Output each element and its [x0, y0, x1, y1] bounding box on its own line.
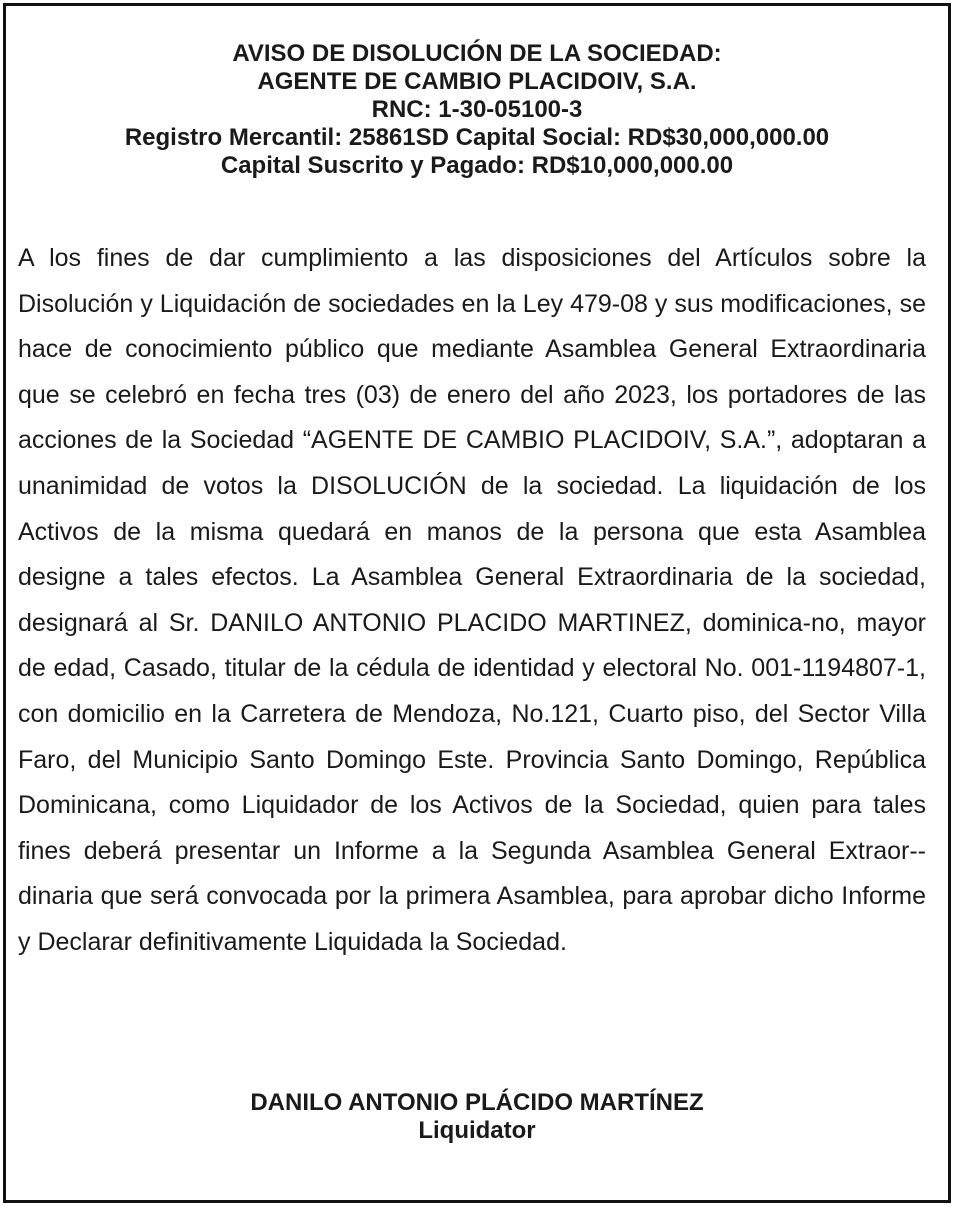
signature-name: DANILO ANTONIO PLÁCIDO MARTÍNEZ [250, 1089, 704, 1116]
notice-title: AVISO DE DISOLUCIÓN DE LA SOCIEDAD: [232, 40, 722, 67]
signature-role: Liquidator [418, 1117, 536, 1144]
paid-capital: Capital Suscrito y Pagado: RD$10,000,000.00 [220, 152, 734, 179]
notice-body: A los fines de dar cumplimiento a las disposiciones del Artículos sobre la Disolución y Liquidación de sociedades en la Ley 479-08 y sus modificaciones, se hace de conocimiento público que mediante Asamblea General Extraordinaria que se celebró en fecha tres (03) de enero del año 2023, los portadores de las acciones de la Sociedad “AGENTE DE CAMBIO PLACIDOIV, S.A.”, adoptaran a unanimidad de votos la DISOLUCIÓN de la sociedad. La liquidación de los Activos de la misma quedará en manos de la persona que esta Asamblea designe a tales efectos. La Asamblea General Extraordinaria de la sociedad, designará al Sr. DANILO ANTONIO PLACIDO MARTINEZ, dominica-no, mayor de edad, Casado, titular de la cédula de identidad y electoral No. 001-1194807-1, con domicilio en la Carretera de Mendoza, No.121, Cuarto piso, del Sector Villa Faro, del Municipio Santo Domingo Este. Provincia Santo Domingo, República Dominicana, como Liquidador de los Activos de la Sociedad, quien para tales fines deberá presentar un Informe a la Segunda Asamblea General Extraor-dinaria que será convocada por la primera Asamblea, para aprobar dicho Informe y Declarar definitivamente Liquidada la Sociedad. [18, 244, 926, 956]
registry-capital: Registro Mercantil: 25861SD Capital Social: RD$30,000,000.00 [124, 124, 830, 151]
company-name: AGENTE DE CAMBIO PLACIDOIV, S.A. [257, 68, 697, 95]
notice-heading [0, 40, 954, 180]
signature-block [0, 1089, 954, 1145]
rnc-number: RNC: 1-30-05100-3 [371, 96, 583, 123]
